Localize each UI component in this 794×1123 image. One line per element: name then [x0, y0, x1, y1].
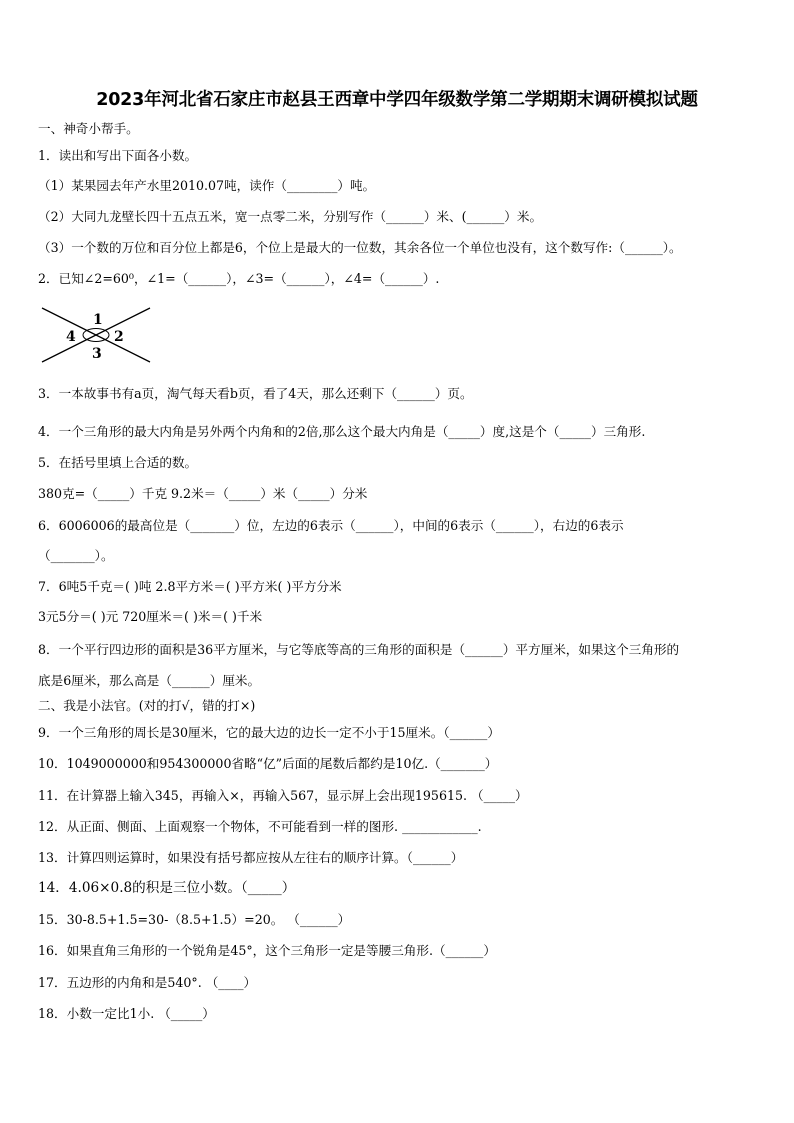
question-7-line-2: 3元5分＝( )元 720厘米＝( )米＝( )千米	[38, 609, 263, 624]
question-14: 14．4.06×0.8的积是三位小数。（_____）	[38, 880, 296, 896]
question-1: 1．读出和写出下面各小数。	[38, 148, 198, 163]
question-11: 11．在计算器上输入345，再输入×，再输入567，显示屏上会出现195615. （_____）	[38, 788, 528, 803]
angle-label-3: 3	[92, 346, 102, 362]
angle-label-2: 2	[114, 329, 124, 345]
question-5: 5．在括号里填上合适的数。	[38, 455, 198, 470]
question-1-part-2: （2）大同九龙壁长四十五点五米，宽一点零二米，分别写作（______）米、(______）米。	[38, 209, 543, 224]
section-2-heading: 二、我是小法官。(对的打√，错的打×)	[38, 698, 256, 713]
question-6: 6．6006006的最高位是（_______）位，左边的6表示（______），中间的6表示（______），右边的6表示	[38, 518, 624, 533]
page-title: 2023年河北省石家庄市赵县王西章中学四年级数学第二学期期末调研模拟试题	[96, 90, 698, 110]
question-15: 15．30-8.5+1.5=30-（8.5+1.5）=20。 （______）	[38, 912, 351, 927]
angle-label-4: 4	[66, 329, 76, 345]
question-16: 16．如果直角三角形的一个锐角是45°，这个三角形一定是等腰三角形.（______）	[38, 943, 496, 958]
question-9: 9．一个三角形的周长是30厘米，它的最大边的边长一定不小于15厘米。（______）	[38, 725, 500, 740]
question-10: 10．1049000000和954300000省略“亿”后面的尾数后都约是10亿.（_______）	[38, 756, 498, 771]
angle-label-1: 1	[93, 312, 103, 328]
angle-figure	[38, 306, 158, 364]
question-12: 12．从正面、侧面、上面观察一个物体，不可能看到一样的图形. ____________.	[38, 819, 482, 834]
question-8: 8．一个平行四边形的面积是36平方厘米，与它等底等高的三角形的面积是（______）平方厘米，如果这个三角形的	[38, 642, 680, 657]
question-1-part-1: （1）某果园去年产水里2010.07吨，读作（________）吨。	[38, 178, 376, 193]
question-2: 2．已知∠2=60⁰，∠1=（______），∠3=（______），∠4=（______）.	[38, 271, 440, 286]
question-6-continued: （_______）。	[38, 548, 114, 563]
question-7: 7．6吨5千克＝( )吨 2.8平方米＝( )平方米( )平方分米	[38, 579, 342, 594]
question-3: 3．一本故事书有a页，淘气每天看b页，看了4天，那么还剩下（______）页。	[38, 386, 473, 401]
question-4: 4．一个三角形的最大内角是另外两个内角和的2倍,那么这个最大内角是（_____）度,这是个（_____）三角形.	[38, 424, 646, 439]
question-17: 17．五边形的内角和是540°. （____）	[38, 975, 257, 990]
section-1-heading: 一、神奇小帮手。	[38, 121, 139, 136]
question-8-continued: 底是6厘米，那么高是（______）厘米。	[38, 673, 261, 688]
question-1-part-3: （3）一个数的万位和百分位上都是6，个位上是最大的一位数，其余各位一个单位也没有，这个数写作:（______）。	[38, 240, 682, 255]
question-5-line: 380克=（_____）千克 9.2米＝（_____）米（_____）分米	[38, 486, 368, 501]
question-13: 13．计算四则运算时，如果没有括号都应按从左往右的顺序计算。（______）	[38, 850, 464, 865]
question-18: 18．小数一定比1小. （_____）	[38, 1006, 215, 1021]
